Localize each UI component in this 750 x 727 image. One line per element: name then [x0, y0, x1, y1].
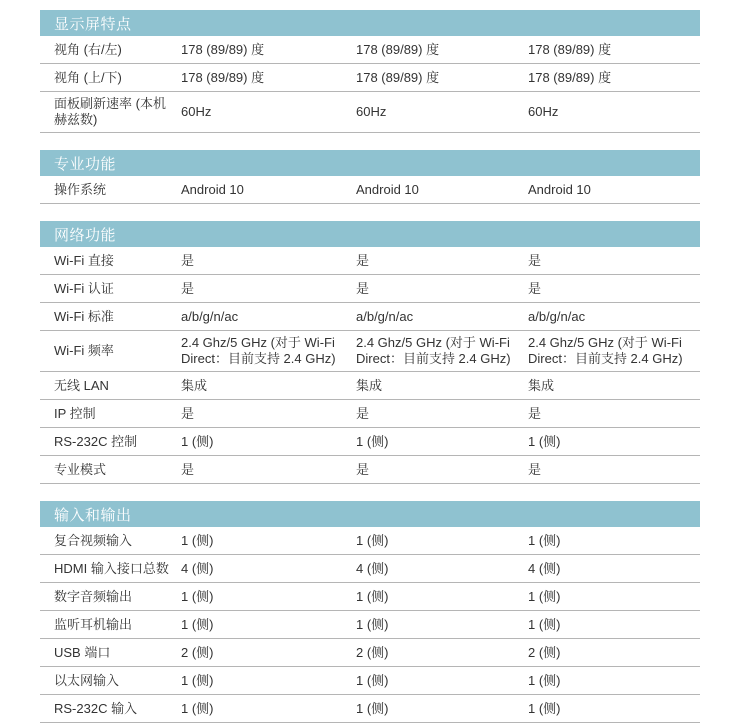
spec-value-col1: 是 — [181, 405, 195, 421]
spec-label: USB 端口 — [54, 644, 111, 660]
spec-row — [40, 695, 700, 723]
spec-table — [40, 10, 700, 723]
spec-value-col1: 2.4 Ghz/5 GHz (对于 Wi-Fi Direct：目前支持 2.4 GHz) — [181, 335, 336, 366]
spec-value-col1: 4 (侧) — [181, 560, 214, 576]
spec-value-col1: 集成 — [181, 377, 208, 393]
spec-value-col2: 1 (侧) — [356, 532, 389, 548]
spec-label: 面板刷新速率 (本机赫兹数) — [54, 96, 166, 127]
section-header-band — [40, 150, 700, 176]
spec-value-col3: 2.4 Ghz/5 GHz (对于 Wi-Fi Direct：目前支持 2.4 GHz) — [528, 335, 683, 366]
spec-label: 专业模式 — [54, 461, 107, 477]
section-title: 显示屏特点 — [54, 15, 132, 33]
spec-value-col1: a/b/g/n/ac — [181, 308, 239, 324]
spec-value-col3: 1 (侧) — [528, 433, 561, 449]
spec-value-col1: 1 (侧) — [181, 616, 214, 632]
spec-value-col2: a/b/g/n/ac — [356, 308, 414, 324]
spec-row — [40, 667, 700, 695]
spec-value-col3: 1 (侧) — [528, 700, 561, 716]
spec-value-col1: Android 10 — [181, 181, 244, 197]
spec-row — [40, 303, 700, 331]
spec-value-col3: 是 — [528, 280, 542, 296]
spec-value-col1: 1 (侧) — [181, 700, 214, 716]
spec-value-col2: 2 (侧) — [356, 644, 389, 660]
spec-row — [40, 92, 700, 133]
spec-row — [40, 428, 700, 456]
spec-value-col2: 1 (侧) — [356, 588, 389, 604]
spec-label: 操作系统 — [54, 181, 107, 197]
spec-label: Wi-Fi 频率 — [54, 343, 114, 358]
spec-label: 视角 (右/左) — [54, 41, 122, 57]
spec-row — [40, 176, 700, 204]
spec-label: 无线 LAN — [54, 377, 109, 393]
spec-value-col1: 是 — [181, 461, 195, 477]
spec-value-col3: 是 — [528, 461, 542, 477]
spec-label: 数字音频输出 — [54, 588, 133, 604]
spec-value-col2: 是 — [356, 280, 370, 296]
section-header-band — [40, 10, 700, 36]
section-title: 输入和输出 — [54, 506, 132, 524]
spec-value-col3: 2 (侧) — [528, 644, 561, 660]
spec-row — [40, 456, 700, 484]
section-header-band — [40, 221, 700, 247]
spec-section — [40, 501, 700, 723]
spec-label: IP 控制 — [54, 405, 96, 421]
spec-row — [40, 583, 700, 611]
spec-value-col1: 178 (89/89) 度 — [181, 69, 265, 85]
spec-value-col2: 1 (侧) — [356, 672, 389, 688]
spec-value-col1: 1 (侧) — [181, 672, 214, 688]
spec-value-col2: 是 — [356, 252, 370, 268]
spec-value-col2: 4 (侧) — [356, 560, 389, 576]
spec-row — [40, 64, 700, 92]
spec-row — [40, 527, 700, 555]
spec-label: RS-232C 输入 — [54, 700, 138, 716]
spec-section — [40, 150, 700, 204]
spec-value-col3: 178 (89/89) 度 — [528, 41, 612, 57]
spec-value-col3: 1 (侧) — [528, 616, 561, 632]
spec-value-col1: 2 (侧) — [181, 644, 214, 660]
section-rows — [40, 527, 700, 723]
spec-label: Wi-Fi 直接 — [54, 252, 114, 268]
spec-value-col3: 集成 — [528, 377, 555, 393]
spec-value-col3: 1 (侧) — [528, 588, 561, 604]
spec-value-col3: a/b/g/n/ac — [528, 308, 586, 324]
spec-value-col2: 2.4 Ghz/5 GHz (对于 Wi-Fi Direct：目前支持 2.4 GHz) — [356, 335, 511, 366]
spec-value-col2: 1 (侧) — [356, 616, 389, 632]
spec-label: Wi-Fi 认证 — [54, 280, 114, 296]
spec-section — [40, 10, 700, 133]
spec-section — [40, 221, 700, 484]
section-title: 网络功能 — [54, 226, 117, 244]
spec-row — [40, 36, 700, 64]
spec-value-col1: 60Hz — [181, 104, 212, 119]
spec-label: 视角 (上/下) — [54, 69, 122, 85]
spec-value-col3: 178 (89/89) 度 — [528, 69, 612, 85]
spec-value-col2: Android 10 — [356, 181, 419, 197]
spec-value-col2: 是 — [356, 405, 370, 421]
spec-value-col2: 是 — [356, 461, 370, 477]
spec-label: 监听耳机输出 — [54, 616, 133, 632]
section-title: 专业功能 — [54, 155, 117, 173]
spec-row — [40, 639, 700, 667]
spec-value-col1: 是 — [181, 252, 195, 268]
spec-value-col3: Android 10 — [528, 181, 591, 197]
spec-value-col2: 1 (侧) — [356, 433, 389, 449]
section-rows — [40, 36, 700, 133]
section-header-band — [40, 501, 700, 527]
spec-value-col2: 60Hz — [356, 104, 387, 119]
spec-value-col1: 1 (侧) — [181, 532, 214, 548]
spec-row — [40, 555, 700, 583]
spec-value-col2: 集成 — [356, 377, 383, 393]
spec-value-col3: 1 (侧) — [528, 532, 561, 548]
spec-value-col1: 1 (侧) — [181, 433, 214, 449]
spec-value-col3: 是 — [528, 405, 542, 421]
spec-value-col2: 1 (侧) — [356, 700, 389, 716]
spec-row — [40, 400, 700, 428]
spec-row — [40, 372, 700, 400]
spec-row — [40, 275, 700, 303]
section-rows — [40, 176, 700, 204]
spec-label: RS-232C 控制 — [54, 433, 138, 449]
spec-value-col3: 1 (侧) — [528, 672, 561, 688]
spec-label: Wi-Fi 标准 — [54, 308, 114, 324]
spec-value-col2: 178 (89/89) 度 — [356, 69, 440, 85]
spec-label: HDMI 输入接口总数 — [54, 560, 169, 576]
section-rows — [40, 247, 700, 484]
spec-row — [40, 247, 700, 275]
spec-row — [40, 611, 700, 639]
spec-value-col3: 4 (侧) — [528, 560, 561, 576]
spec-row — [40, 331, 700, 372]
spec-value-col1: 178 (89/89) 度 — [181, 41, 265, 57]
spec-label: 以太网输入 — [54, 672, 120, 688]
spec-value-col3: 60Hz — [528, 104, 559, 119]
spec-value-col1: 1 (侧) — [181, 588, 214, 604]
spec-value-col3: 是 — [528, 252, 542, 268]
spec-value-col1: 是 — [181, 280, 195, 296]
spec-value-col2: 178 (89/89) 度 — [356, 41, 440, 57]
spec-label: 复合视频输入 — [54, 532, 133, 548]
